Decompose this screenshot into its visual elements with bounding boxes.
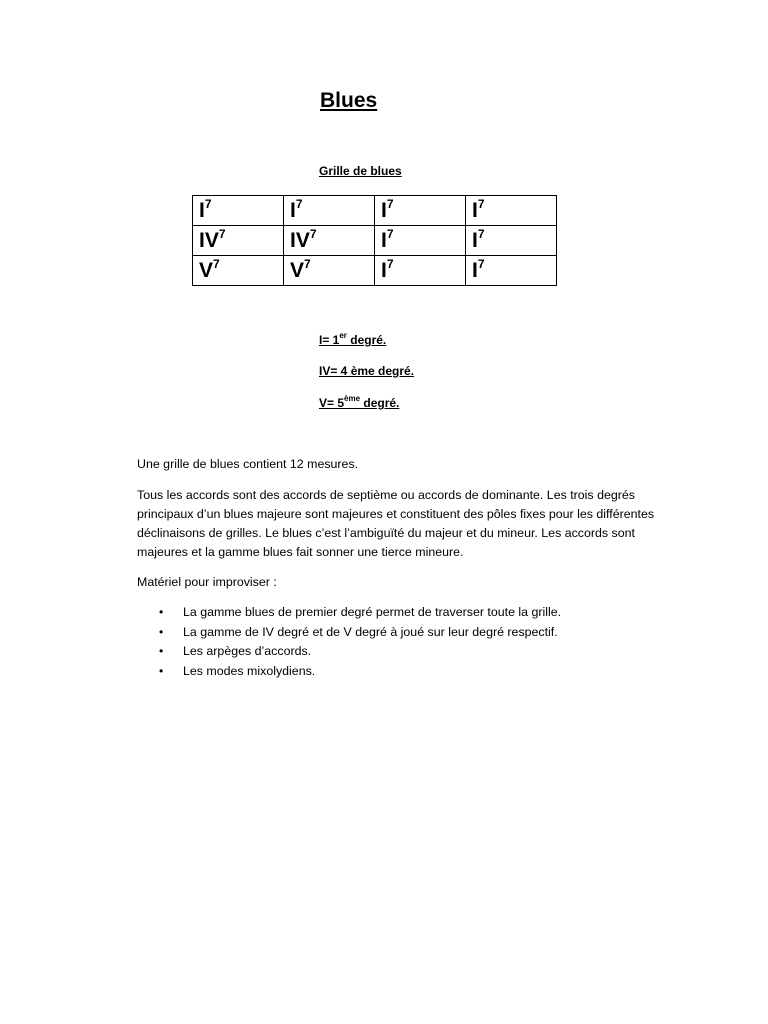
chord-numeral: I xyxy=(199,199,205,222)
grid-cell xyxy=(193,226,284,256)
chord-seventh: 7 xyxy=(295,197,303,211)
chord-seventh: 7 xyxy=(218,227,226,241)
legend-superscript: er xyxy=(339,331,347,340)
grid-cell xyxy=(375,226,466,256)
bullet-icon: • xyxy=(159,624,164,639)
chord-seventh: 7 xyxy=(386,227,394,241)
chord-numeral: I xyxy=(381,229,387,252)
grid-cell xyxy=(284,256,375,286)
paragraph-chords: Tous les accords sont des accords de septième ou accords de dominante. Les trois degrés principaux d’un blues majeure sont majeures et constituent des pôles fixes pour les différentes déclinaisons de grilles. Le blues c’est l’ambiguïté du majeur et du mineur. Les accords sont majeures et la gamme blues fait sonner une tierce mineure. xyxy=(137,488,655,559)
chord-numeral: I xyxy=(290,199,296,222)
chord-seventh: 7 xyxy=(477,197,485,211)
chord-seventh: 7 xyxy=(386,257,394,271)
legend-degree-4 xyxy=(319,364,414,378)
legend-text: degré. xyxy=(346,333,387,347)
grid-cell xyxy=(466,196,557,226)
list-item-text: La gamme de IV degré et de V degré à joué sur leur degré respectif. xyxy=(183,624,558,639)
list-item xyxy=(137,623,657,643)
list-item xyxy=(137,642,657,662)
chord-numeral: I xyxy=(472,229,478,252)
chord-seventh: 7 xyxy=(204,197,212,211)
chord-seventh: 7 xyxy=(304,257,311,271)
grid-cell xyxy=(284,226,375,256)
bullet-icon: • xyxy=(159,644,164,658)
grid-cell xyxy=(375,256,466,286)
tools-list xyxy=(137,603,657,681)
chord-seventh: 7 xyxy=(477,227,485,241)
list-item xyxy=(137,662,657,682)
chord-seventh: 7 xyxy=(477,257,485,271)
page-title: Blues xyxy=(320,89,378,112)
legend-text: degré. xyxy=(360,396,400,410)
grid-cell xyxy=(466,256,557,286)
bullet-icon: • xyxy=(159,605,164,619)
chord-numeral: I xyxy=(381,259,387,282)
legend-degree-5 xyxy=(319,396,399,410)
grid-row xyxy=(193,226,557,256)
list-item xyxy=(137,603,657,623)
chord-seventh: 7 xyxy=(213,257,220,271)
paragraph-measures: Une grille de blues contient 12 mesures. xyxy=(137,457,359,471)
chord-numeral: I xyxy=(381,199,387,222)
chord-numeral: V xyxy=(199,259,214,282)
grid-cell xyxy=(193,196,284,226)
legend-superscript: ème xyxy=(344,394,361,403)
chord-seventh: 7 xyxy=(386,197,394,211)
legend-text: IV= 4 ème degré. xyxy=(319,364,415,378)
list-item-text: Les modes mixolydiens. xyxy=(183,663,316,678)
chord-numeral: IV xyxy=(290,229,310,252)
chord-numeral: I xyxy=(472,199,478,222)
grid-cell xyxy=(375,196,466,226)
grid-cell xyxy=(193,256,284,286)
grid-cell xyxy=(466,226,557,256)
legend-degree-1 xyxy=(319,333,386,347)
list-item-text: La gamme blues de premier degré permet de traverser toute la grille. xyxy=(183,605,562,619)
tools-heading: Matériel pour improviser : xyxy=(137,575,277,589)
legend-text: I= 1 xyxy=(319,333,340,347)
chord-numeral: IV xyxy=(199,229,219,252)
chord-numeral: I xyxy=(472,259,478,282)
chord-numeral: V xyxy=(290,259,305,282)
legend-text: V= 5 xyxy=(319,396,345,410)
grid-cell xyxy=(284,196,375,226)
list-item-text: Les arpèges d’accords. xyxy=(183,644,312,658)
grid-row xyxy=(193,196,557,226)
blues-grid-table xyxy=(192,195,557,286)
grid-heading: Grille de blues xyxy=(319,164,402,178)
chord-seventh: 7 xyxy=(309,227,317,241)
bullet-icon: • xyxy=(159,663,164,678)
grid-row xyxy=(193,256,557,286)
